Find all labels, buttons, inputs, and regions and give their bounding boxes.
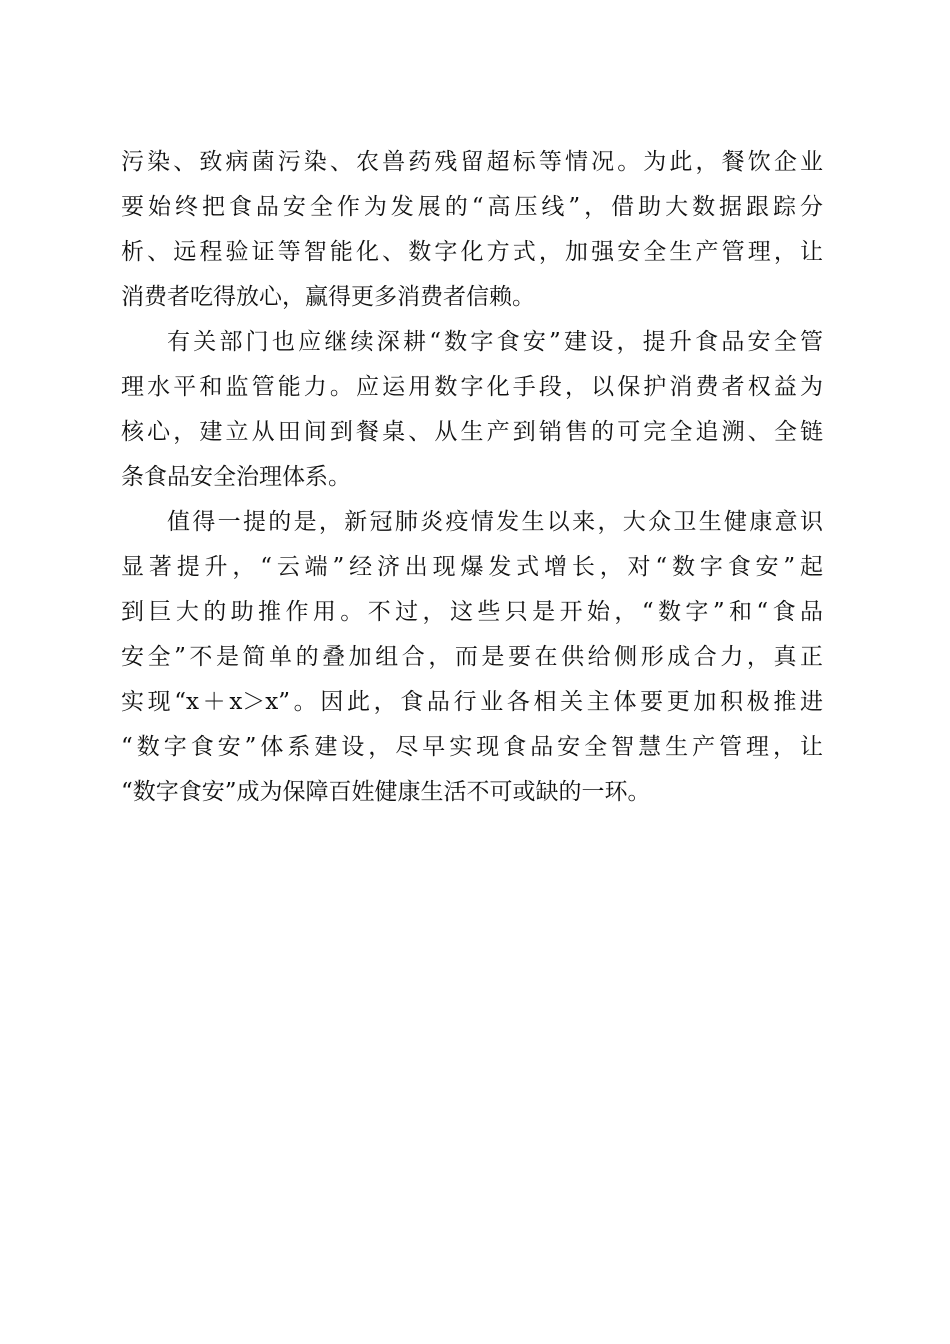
text-line: 消费者吃得放心，赢得更多消费者信赖。 — [121, 284, 535, 310]
text-line: 安全”不是简单的叠加组合，而是要在供给侧形成合力，真正 — [121, 644, 823, 670]
text-line: 显著提升，“云端”经济出现爆发式增长，对“数字食安”起 — [121, 554, 823, 580]
text-line: “数字食安”体系建设，尽早实现食品安全智慧生产管理，让 — [121, 734, 823, 760]
text-line: 核心，建立从田间到餐桌、从生产到销售的可完全追溯、全链 — [121, 419, 823, 445]
text-line: 有关部门也应继续深耕“数字食安”建设，提升食品安全管 — [167, 329, 823, 355]
paragraph-2 — [121, 320, 823, 500]
text-line: 到巨大的助推作用。不过，这些只是开始，“数字”和“食品 — [121, 599, 823, 625]
text-line: 污染、致病菌污染、农兽药残留超标等情况。为此，餐饮企业 — [121, 149, 823, 175]
text-line: 析、远程验证等智能化、数字化方式，加强安全生产管理，让 — [121, 239, 823, 265]
paragraph-1 — [121, 140, 823, 320]
text-line: 实现“x＋x＞x”。因此，食品行业各相关主体要更加积极推进 — [121, 689, 823, 715]
document-body — [121, 140, 823, 815]
text-line: 理水平和监管能力。应运用数字化手段，以保护消费者权益为 — [121, 374, 823, 400]
text-line: “数字食安”成为保障百姓健康生活不可或缺的一环。 — [121, 779, 651, 805]
text-line: 值得一提的是，新冠肺炎疫情发生以来，大众卫生健康意识 — [167, 509, 823, 535]
text-line: 条食品安全治理体系。 — [121, 464, 351, 490]
paragraph-3 — [121, 500, 823, 815]
text-line: 要始终把食品安全作为发展的“高压线”，借助大数据跟踪分 — [121, 194, 823, 220]
